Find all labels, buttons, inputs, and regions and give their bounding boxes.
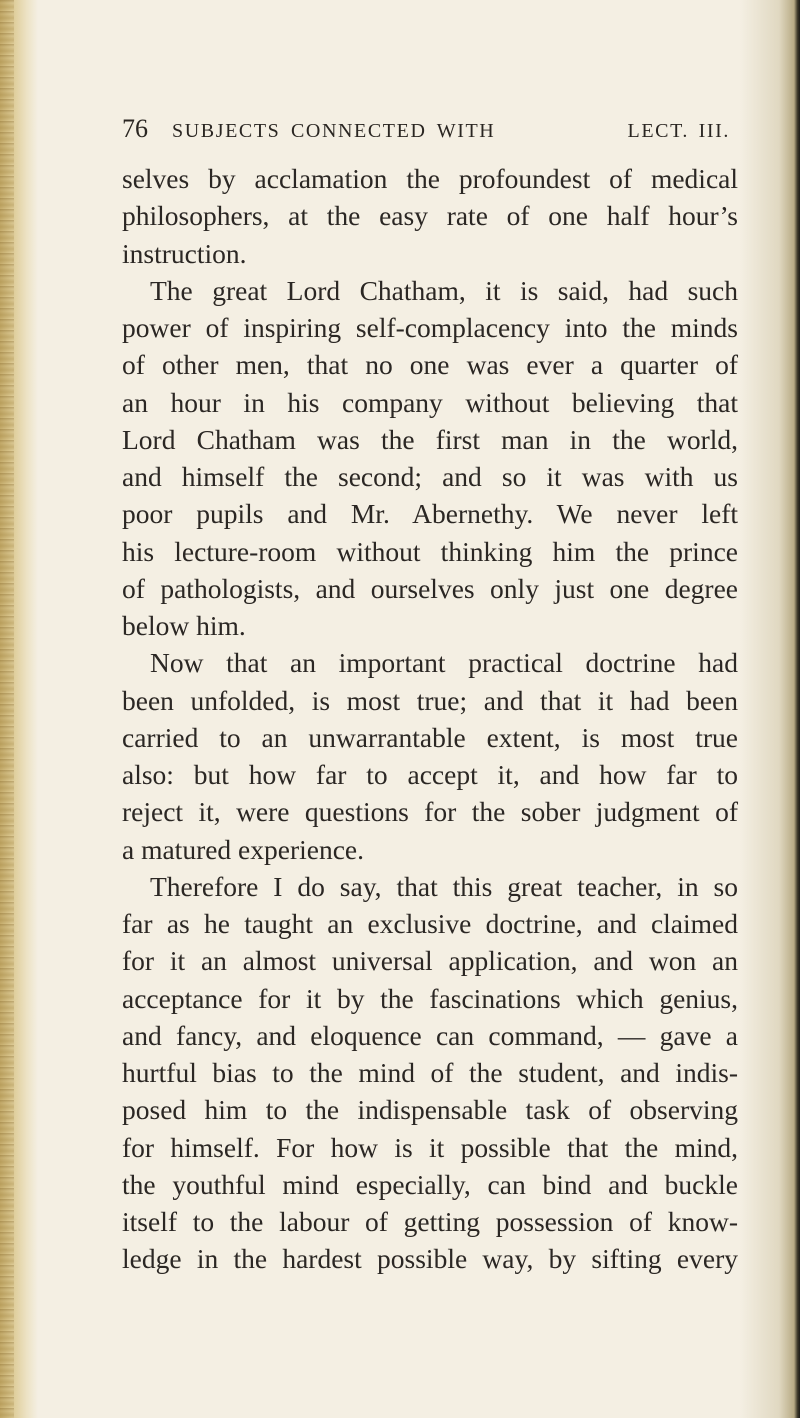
text-line: itself to the labour of getting possession of know- — [122, 1206, 738, 1237]
running-head: SUBJECTS CONNECTED WITH — [172, 120, 496, 142]
text-line: been unfolded, is most true; and that it had been — [122, 684, 738, 716]
body-text — [122, 160, 738, 1278]
text-line: a matured experience. — [122, 833, 365, 865]
text-line: of pathologists, and ourselves only just one degree — [122, 572, 738, 604]
text-line: for it an almost universal application, and won an — [122, 945, 738, 977]
text-line: posed him to the indispensable task of observing — [122, 1094, 738, 1126]
text-line: The great Lord Chatham, it is said, had such — [150, 274, 738, 306]
text-line: an hour in his company without believing that — [122, 386, 738, 418]
text-line: for himself. For how is it possible that the mind, — [122, 1131, 738, 1163]
text-line: Therefore I do say, that this great teacher, in so — [150, 870, 738, 902]
text-line: ledge in the hardest possible way, by sifting every — [122, 1243, 738, 1275]
text-line: poor pupils and Mr. Abernethy. We never left — [122, 498, 738, 530]
text-line: philosophers, at the easy rate of one half hour’s — [122, 200, 738, 232]
text-line: Now that an important practical doctrine had — [150, 647, 738, 679]
text-line: power of inspiring self-complacency into the minds — [122, 312, 738, 343]
text-line: of other men, that no one was ever a quarter of — [122, 349, 738, 381]
page-edge-shadow — [740, 0, 800, 1418]
text-line: and himself the second; and so it was with us — [122, 461, 738, 492]
binding-edge-texture — [0, 0, 14, 1418]
page-number: 76 — [122, 114, 148, 143]
page-header — [120, 114, 730, 154]
text-line: carried to an unwarrantable extent, is most true — [122, 721, 738, 753]
text-line: his lecture-room without thinking him the prince — [122, 535, 738, 567]
text-line: the youthful mind especially, can bind and buckle — [122, 1168, 738, 1200]
text-line: below him. — [122, 610, 246, 641]
text-line: hurtful bias to the mind of the student, and indis- — [122, 1057, 738, 1088]
text-line: Lord Chatham was the first man in the world, — [122, 423, 738, 455]
text-line: instruction. — [122, 237, 247, 269]
text-line: reject it, were questions for the sober judgment of — [122, 796, 738, 828]
text-line: selves by acclamation the profoundest of medical — [122, 163, 738, 194]
text-line: far as he taught an exclusive doctrine, and claimed — [122, 908, 738, 939]
running-head-chapter: LECT. III. — [627, 120, 730, 142]
text-line: also: but how far to accept it, and how far to — [122, 759, 738, 790]
text-line: acceptance for it by the fascinations which genius, — [122, 982, 738, 1014]
text-line: and fancy, and eloquence can command, — gave a — [122, 1019, 738, 1051]
